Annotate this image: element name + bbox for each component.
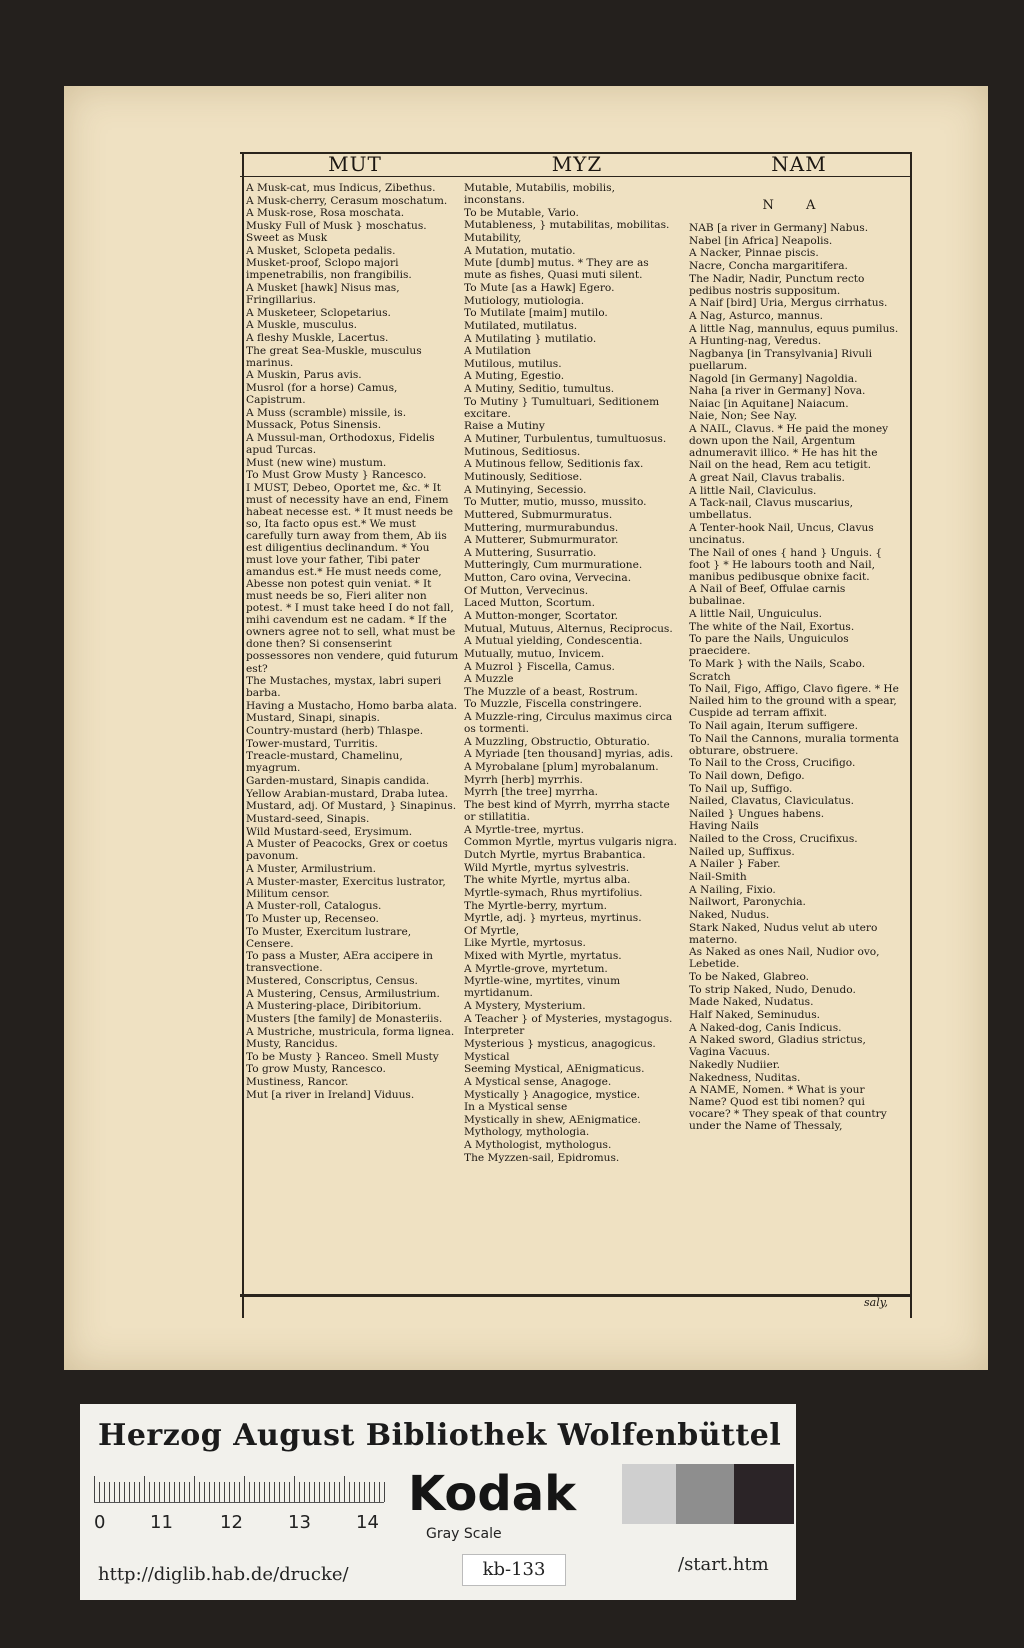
dictionary-entry: Naie, Non; See Nay. [689, 410, 798, 423]
scale-label: 11 [150, 1512, 173, 1533]
dictionary-entry: Naha [a river in Germany] Nova. [689, 385, 866, 398]
ruler-tick [354, 1482, 355, 1502]
dictionary-entry: Nacre, Concha margaritifera. [689, 259, 848, 272]
dictionary-entry: A Nailing, Fixio. [689, 883, 776, 896]
dictionary-entry: Muttering, murmurabundus. [464, 521, 619, 534]
dictionary-entry: A Muzzle-ring, Circulus maximus circa os tormenti. [464, 711, 673, 736]
dictionary-entry: A Teacher } of Mysteries, mystagogus. [464, 1012, 673, 1025]
ruler-tick [219, 1482, 220, 1502]
library-color-card [80, 1404, 796, 1600]
dictionary-entry: A Nail of Beef, Offulae carnis bubalinae. [689, 583, 846, 608]
dictionary-entry: To Nail to the Cross, Crucifigo. [689, 757, 856, 770]
dictionary-entry: Mutual, Mutuus, Alternus, Reciprocus. [464, 622, 673, 635]
column-1 [246, 182, 459, 1290]
dictionary-entry: Mutinous, Seditiosus. [464, 445, 581, 458]
column-3-entries [689, 222, 903, 1132]
dictionary-entry: Stark Naked, Nudus velut ab utero materno. [689, 921, 878, 946]
dictionary-entry: A Musk-cherry, Cerasum moschatum. [246, 194, 448, 207]
dictionary-entry: A Musk-cat, mus Indicus, Zibethus. [246, 182, 436, 194]
dictionary-entry: Mutinously, Seditiose. [464, 470, 583, 483]
dictionary-entry: Seeming Mystical, AEnigmaticus. [464, 1063, 645, 1076]
dictionary-entry: I MUST, Debeo, Oportet me, &c. * It must of necessity have an end, Finem habeat necesse est. * It must needs be so, Ita facto opus est.* We must carefully turn away from them, Ab iis est diligentius declinandum. * You must love your father, Tibi pater amandus est.* He must needs come, Abesse non potest quin veniat. * It must needs be so, Fieri aliter non potest. * I must take heed I do not fall, mihi cavendum est ne cadam. * If the owners agree not to sell, what must be done then? Si consenserint possessores non vendere, quid futurum est? [246, 481, 459, 675]
dictionary-entry: To Mutter, mutio, musso, mussito. [464, 496, 647, 509]
dictionary-entry: To Muster, Exercitum lustrare, Censere. [246, 925, 412, 950]
dictionary-entry: Myrrh [herb] myrrhis. [464, 773, 583, 786]
dictionary-entry: A Mutinying, Secessio. [464, 483, 587, 496]
ruler-tick [254, 1482, 255, 1502]
dictionary-entry: Mixed with Myrtle, myrtatus. [464, 950, 622, 963]
dictionary-entry: Nailwort, Paronychia. [689, 896, 806, 909]
ruler-tick [269, 1482, 270, 1502]
dictionary-entry: Mutilated, mutilatus. [464, 319, 578, 332]
dictionary-entry: Mystically } Anagogice, mystice. [464, 1088, 641, 1101]
dictionary-entry: A Mutilating } mutilatio. [464, 332, 597, 345]
dictionary-entry: Laced Mutton, Scortum. [464, 597, 595, 610]
dictionary-entry: Myrtle-wine, myrtites, vinum myrtidanum. [464, 975, 621, 1000]
ruler-tick [304, 1482, 305, 1502]
dictionary-entry: The Nadir, Nadir, Punctum recto pedibus nostris suppositum. [689, 272, 865, 297]
dictionary-entry: Nagbanya [in Transylvania] Rivuli puellarum. [689, 347, 873, 372]
ruler-tick [199, 1482, 200, 1502]
ruler-tick [249, 1482, 250, 1502]
dictionary-entry: Musket-proof, Sclopo majori impenetrabilis, non frangibilis. [246, 257, 412, 282]
scale-label: 13 [288, 1512, 311, 1533]
dictionary-entry: To Nail the Cannons, muralia tormenta obturare, obstruere. [689, 732, 899, 757]
dictionary-entry: Nabel [in Africa] Neapolis. [689, 234, 833, 247]
dictionary-entry: Of Mutton, Vervecinus. [464, 584, 589, 597]
dictionary-entry: The Muzzle of a beast, Rostrum. [464, 685, 638, 698]
dictionary-entry: A fleshy Muskle, Lacertus. [246, 331, 389, 344]
dictionary-entry: The best kind of Myrrh, myrrha stacte or stillatitia. [464, 799, 670, 824]
ruler-tick [264, 1482, 265, 1502]
dictionary-entry: A Musketeer, Sclopetarius. [246, 306, 391, 319]
dictionary-entry: Muttered, Submurmuratus. [464, 508, 613, 521]
gray-swatch-dark [734, 1464, 794, 1524]
dictionary-entry: To Nail, Figo, Affigo, Clavo figere. * He Nailed him to the ground with a spear, Cuspide ad terram affixit. [689, 683, 899, 720]
ruler-tick [259, 1482, 260, 1502]
dictionary-entry: As Naked as ones Nail, Nudior ovo, Lebetide. [689, 946, 880, 971]
dictionary-entry: To Nail again, Iterum suffigere. [689, 719, 859, 732]
dictionary-entry: The great Sea-Muskle, musculus marinus. [246, 344, 422, 369]
ruler-tick [374, 1482, 375, 1502]
dictionary-entry: Must (new wine) mustum. [246, 456, 387, 469]
ruler-tick [329, 1482, 330, 1502]
dictionary-entry: A little Nail, Claviculus. [689, 484, 817, 497]
dictionary-entry: A Mutton-monger, Scortator. [464, 610, 619, 622]
ruler-scale [94, 1476, 394, 1533]
ruler-tick [104, 1482, 105, 1502]
dictionary-entry: Naiac [in Aquitane] Naiacum. [689, 397, 849, 410]
ruler-tick [189, 1482, 190, 1502]
column-3 [689, 182, 903, 1290]
head-middle: MYZ [551, 152, 603, 176]
ruler-tick [309, 1482, 310, 1502]
dictionary-entry: A Mustering, Census, Armilustrium. [246, 987, 440, 1000]
dictionary-entry: A NAIL, Clavus. * He paid the money down upon the Nail, Argentum adnumeravit illico. * He has hit the Nail on the head, Rem acu tetigit. [689, 423, 889, 472]
ruler-tick [369, 1482, 370, 1502]
ruler-tick [144, 1476, 145, 1502]
dictionary-entry: Half Naked, Seminudus. [689, 1008, 821, 1021]
dictionary-entry: Mustard, adj. Of Mustard, } Sinapinus. [246, 800, 457, 813]
dictionary-entry: Mussack, Potus Sinensis. [246, 419, 382, 432]
dictionary-entry: Yellow Arabian-mustard, Draba lutea. [246, 787, 449, 800]
dictionary-entry: A Mutterer, Submurmurator. [464, 534, 619, 547]
dictionary-entry: The white Myrtle, myrtus alba. [464, 874, 631, 887]
url-path: /start.htm [678, 1554, 769, 1575]
ruler-tick [134, 1482, 135, 1502]
column-2 [464, 182, 677, 1290]
dictionary-entry: Mutilous, mutilus. [464, 357, 562, 370]
dictionary-entry: A Myrtle-tree, myrtus. [464, 823, 584, 836]
dictionary-entry: Having Nails [689, 820, 759, 833]
dictionary-entry: Interpreter [464, 1025, 525, 1038]
dictionary-entry: Mute [dumb] mutus. * They are as mute as fishes, Quasi muti silent. [464, 257, 649, 282]
dictionary-entry: A Muskle, musculus. [246, 319, 358, 332]
dictionary-entry: A Mutiner, Turbulentus, tumultuosus. [464, 433, 667, 446]
ruler-tick [289, 1482, 290, 1502]
dictionary-entry: A Muting, Egestio. [464, 370, 565, 383]
ruler-tick [294, 1476, 295, 1502]
ruler-tick [229, 1482, 230, 1502]
ruler-tick [244, 1476, 245, 1502]
dictionary-entry: In a Mystical sense [464, 1101, 568, 1114]
dictionary-entry: A NAME, Nomen. * What is your Name? Quod est tibi nomen? qui vocare? * They speak of that country under the Name of Thessaly, [689, 1084, 887, 1133]
ruler-tick [174, 1482, 175, 1502]
dictionary-entry: A Tenter-hook Nail, Uncus, Clavus uncinatus. [689, 521, 874, 546]
dictionary-entry: A Mystical sense, Anagoge. [464, 1075, 612, 1088]
dictionary-entry: A Mutilation [464, 345, 531, 358]
ruler-tick [99, 1482, 100, 1502]
dictionary-entry: To Nail up, Suffigo. [689, 782, 793, 795]
dictionary-entry: Mutually, mutuo, Invicem. [464, 647, 605, 660]
dictionary-entry: Having a Mustacho, Homo barba alata. [246, 699, 458, 712]
dictionary-entry: A Nag, Asturco, mannus. [689, 309, 824, 322]
dictionary-entry: A great Nail, Clavus trabalis. [689, 471, 845, 484]
ruler-tick [209, 1482, 210, 1502]
dictionary-entry: A Muzzling, Obstructio, Obturatio. [464, 735, 650, 748]
header-rule [240, 176, 912, 177]
ruler-tick [129, 1482, 130, 1502]
dictionary-entry: A Naif [bird] Uria, Mergus cirrhatus. [689, 297, 888, 310]
dictionary-entry: Myrtle-symach, Rhus myrtifolius. [464, 886, 643, 899]
dictionary-entry: Wild Mustard-seed, Erysimum. [246, 825, 413, 838]
dictionary-entry: A Mustering-place, Diribitorium. [246, 1000, 422, 1013]
dictionary-entry: Nail-Smith [689, 871, 747, 884]
dictionary-entry: A Nailer } Faber. [689, 858, 781, 871]
dictionary-entry: A Musket [hawk] Nisus mas, Fringillarius. [246, 281, 400, 306]
dictionary-entry: To Nail down, Defigo. [689, 769, 805, 782]
dictionary-entry: Nailed up, Suffixus. [689, 845, 795, 858]
dictionary-entry: Mustard-seed, Sinapis. [246, 813, 370, 826]
dictionary-entry: To Must Grow Musty } Rancesco. [246, 469, 427, 482]
dictionary-entry: Scratch [689, 670, 731, 683]
dictionary-entry: Nakedness, Nuditas. [689, 1071, 801, 1084]
dictionary-entry: Naked, Nudus. [689, 908, 770, 921]
dictionary-entry: A Musk-rose, Rosa moschata. [246, 207, 405, 220]
dictionary-entry: A Mutiny, Seditio, tumultus. [464, 383, 615, 396]
dictionary-entry: The Mustaches, mystax, labri superi barba. [246, 675, 442, 700]
ruler-tick [379, 1482, 380, 1502]
ruler-tick [114, 1482, 115, 1502]
dictionary-entry: A Muskin, Parus avis. [246, 369, 362, 382]
dictionary-entry: Mustered, Conscriptus, Census. [246, 974, 418, 987]
dictionary-entry: The white of the Nail, Exortus. [689, 620, 855, 633]
book-page [64, 86, 988, 1370]
dictionary-entry: A Mustriche, mustricula, forma lignea. [246, 1025, 455, 1038]
dictionary-entry: A Naked-dog, Canis Indicus. [689, 1021, 842, 1034]
dictionary-entry: To Mutilate [maim] mutilo. [464, 307, 608, 320]
dictionary-entry: Mutteringly, Cum murmuratione. [464, 559, 643, 572]
ruler-tick [384, 1482, 385, 1502]
dictionary-entry: To Muzzle, Fiscella constringere. [464, 698, 642, 711]
ruler-tick [179, 1482, 180, 1502]
dictionary-entry: To Mute [as a Hawk] Egero. [464, 281, 615, 294]
ruler-tick [234, 1482, 235, 1502]
dictionary-entry: Mythology, mythologia. [464, 1126, 590, 1139]
running-heads [244, 152, 910, 176]
dictionary-entry: A Muster of Peacocks, Grex or coetus pavonum. [246, 838, 448, 863]
dictionary-entry: Mutton, Caro ovina, Vervecina. [464, 572, 632, 585]
dictionary-entry: Dutch Myrtle, myrtus Brabantica. [464, 848, 646, 861]
dictionary-entry: Of Myrtle, [464, 924, 520, 937]
dictionary-entry: Country-mustard (herb) Thlaspe. [246, 725, 424, 738]
dictionary-entry: Mustiness, Rancor. [246, 1076, 349, 1089]
dictionary-entry: Myrrh [the tree] myrrha. [464, 786, 599, 799]
dictionary-entry: To strip Naked, Nudo, Denudo. [689, 983, 856, 996]
ruler-tick [274, 1482, 275, 1502]
ruler-tick [169, 1482, 170, 1502]
dictionary-entry: Common Myrtle, myrtus vulgaris nigra. [464, 836, 677, 849]
dictionary-entry: To Mutiny } Tumultuari, Seditionem excitare. [464, 395, 660, 420]
ruler-tick [204, 1482, 205, 1502]
dictionary-entry: To Mark } with the Nails, Scabo. [689, 657, 866, 670]
kodak-logo: Kodak [408, 1466, 576, 1522]
dictionary-entry: A Mussul-man, Orthodoxus, Fidelis apud Turcas. [246, 431, 435, 456]
dictionary-entry: Musty, Rancidus. [246, 1038, 338, 1051]
dictionary-entry: A Mystery, Mysterium. [464, 1000, 586, 1013]
dictionary-entry: To be Musty } Ranceo. Smell Musty [246, 1050, 439, 1063]
head-right: NAM [771, 152, 827, 176]
dictionary-entry: To be Mutable, Vario. [464, 206, 579, 219]
dictionary-entry: A Muzrol } Fiscella, Camus. [464, 660, 615, 673]
dictionary-entry: Nailed } Ungues habens. [689, 807, 825, 820]
dictionary-entry: A Hunting-nag, Veredus. [689, 335, 822, 348]
ruler-tick [359, 1482, 360, 1502]
dictionary-entry: A Muster-roll, Catalogus. [246, 900, 382, 913]
ruler-tick [344, 1476, 345, 1502]
dictionary-entry: A Tack-nail, Clavus muscarius, umbellatus. [689, 497, 854, 522]
ruler-tick [119, 1482, 120, 1502]
dictionary-entry: The Myrtle-berry, myrtum. [464, 899, 607, 912]
shelfmark-code: kb-133 [462, 1554, 566, 1586]
ruler-tick [334, 1482, 335, 1502]
dictionary-entry: The Nail of ones { hand } Unguis. { foot } * He labours tooth and Nail, manibus pedibusque obnixe facit. [689, 546, 883, 583]
dictionary-entry: Garden-mustard, Sinapis candida. [246, 775, 430, 788]
dictionary-entry: A Mutual yielding, Condescentia. [464, 635, 643, 648]
dictionary-entry: Treacle-mustard, Chamelinu, myagrum. [246, 750, 403, 775]
scale-label: 0 [94, 1512, 106, 1533]
dictionary-entry: To pare the Nails, Unguiculos praecidere. [689, 633, 849, 658]
ruler-tick [319, 1482, 320, 1502]
dictionary-entry: A Naked sword, Gladius strictus, Vagina Vacuus. [689, 1034, 866, 1059]
gray-scale-label: Gray Scale [426, 1526, 502, 1542]
dictionary-entry: To pass a Muster, AEra accipere in transvectione. [246, 950, 433, 975]
ruler-tick [149, 1482, 150, 1502]
dictionary-entry: Musrol (for a horse) Camus, Capistrum. [246, 381, 398, 406]
dictionary-entry: Mutability, [464, 231, 522, 244]
catchword: saly, [864, 1296, 888, 1309]
dictionary-entry: Wild Myrtle, myrtus sylvestris. [464, 861, 630, 874]
ruler-tick [214, 1482, 215, 1502]
dictionary-entry: Mysterious } mysticus, anagogicus. [464, 1038, 656, 1050]
ruler-tick [184, 1482, 185, 1502]
ruler-tick [159, 1482, 160, 1502]
bottom-rule [240, 1294, 912, 1297]
ruler-tick [109, 1482, 110, 1502]
dictionary-entry: Musky Full of Musk } moschatus. Sweet as Musk [246, 219, 427, 244]
dictionary-entry: Nagold [in Germany] Nagoldia. [689, 372, 858, 385]
dictionary-entry: Tower-mustard, Turritis. [246, 737, 378, 750]
dictionary-entry: A Myrtle-grove, myrtetum. [464, 962, 608, 975]
dictionary-entry: A Myrobalane [plum] myrobalanum. [464, 761, 659, 774]
dictionary-entry: Mut [a river in Ireland] Viduus. [246, 1088, 415, 1101]
dictionary-entry: Nailed, Clavatus, Claviculatus. [689, 795, 855, 808]
dictionary-entry: Like Myrtle, myrtosus. [464, 937, 586, 950]
section-heading: N A [762, 198, 830, 213]
dictionary-entry: To Muster up, Recenseo. [246, 912, 379, 925]
gray-swatch-mid [676, 1464, 734, 1524]
ruler-tick [94, 1476, 95, 1502]
ruler-tick [124, 1482, 125, 1502]
dictionary-entry: Myrtle, adj. } myrteus, myrtinus. [464, 912, 642, 925]
dictionary-entry: A Nacker, Pinnae piscis. [689, 247, 819, 260]
dictionary-entry: Nailed to the Cross, Crucifixus. [689, 833, 858, 846]
dictionary-entry: To grow Musty, Rancesco. [246, 1063, 386, 1076]
dictionary-entry: A Mutation, mutatio. [464, 244, 576, 257]
dictionary-entry: A little Nag, mannulus, equus pumilus. [689, 322, 899, 335]
ruler-tick [339, 1482, 340, 1502]
dictionary-entry: Mutableness, } mutabilitas, mobilitas. [464, 219, 670, 232]
ruler-tick [139, 1482, 140, 1502]
ruler-tick [239, 1482, 240, 1502]
library-name: Herzog August Bibliothek Wolfenbüttel [98, 1418, 782, 1453]
ruler-tick [194, 1476, 195, 1502]
ruler-tick [154, 1482, 155, 1502]
ruler-tick [324, 1482, 325, 1502]
ruler-tick [284, 1482, 285, 1502]
dictionary-entry: A little Nail, Unguiculus. [689, 607, 822, 620]
scale-label: 14 [356, 1512, 379, 1533]
dictionary-entry: Raise a Mutiny [464, 420, 545, 433]
dictionary-entry: Mutiology, mutiologia. [464, 294, 585, 307]
dictionary-entry: A Muster, Armilustrium. [246, 862, 377, 875]
ruler-tick [314, 1482, 315, 1502]
gray-swatch-light [622, 1464, 676, 1524]
dictionary-entry: Musters [the family] de Monasteriis. [246, 1012, 443, 1025]
ruler-tick [299, 1482, 300, 1502]
ruler-tick [364, 1482, 365, 1502]
ruler-tick [349, 1482, 350, 1502]
dictionary-entry: A Muster-master, Exercitus lustrator, Militum censor. [246, 875, 446, 900]
dictionary-entry: Nakedly Nudiier. [689, 1058, 780, 1071]
dictionary-entry: Made Naked, Nudatus. [689, 996, 814, 1009]
dictionary-entry: A Muzzle [464, 673, 514, 686]
dictionary-entry: The Myzzen-sail, Epidromus. [464, 1151, 620, 1164]
dictionary-entry: A Mythologist, mythologus. [464, 1139, 612, 1152]
dictionary-entry: Mystical [464, 1050, 510, 1063]
dictionary-entry: Mustard, Sinapi, sinapis. [246, 712, 380, 725]
dictionary-entry: Mutable, Mutabilis, mobilis, inconstans. [464, 182, 615, 207]
dictionary-entry: A Muss (scramble) missile, is. [246, 406, 407, 419]
dictionary-entry: To be Naked, Glabreo. [689, 970, 810, 983]
dictionary-entry: NAB [a river in Germany] Nabus. [689, 222, 869, 235]
ruler-tick [164, 1482, 165, 1502]
scale-label: 12 [220, 1512, 243, 1533]
dictionary-entry: A Muttering, Susurratio. [464, 546, 597, 559]
dictionary-entry: A Musket, Sclopeta pedalis. [246, 244, 396, 257]
dictionary-entry: A Mutinous fellow, Seditionis fax. [464, 458, 644, 471]
head-left: MUT [328, 152, 382, 176]
ruler-tick [224, 1482, 225, 1502]
ruler-ticks [94, 1476, 384, 1503]
dictionary-entry: Mystically in shew, AEnigmatice. [464, 1113, 641, 1126]
library-url: http://diglib.hab.de/drucke/ [98, 1564, 349, 1585]
ruler-tick [279, 1482, 280, 1502]
dictionary-entry: A Myriade [ten thousand] myrias, adis. [464, 748, 674, 761]
